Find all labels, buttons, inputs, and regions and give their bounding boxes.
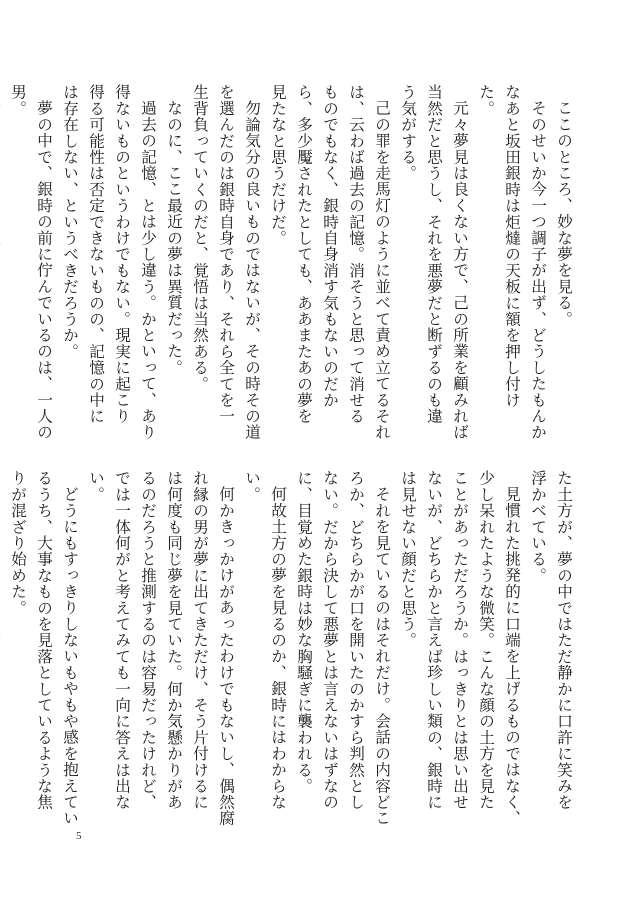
paragraph: 何かきっかけがあったわけでもないし、偶然腐れ縁の男が夢に出てきただけ、そう片付けるには何度も同じ夢を見ていた。何か気懸かりがあるのだろうと推測するのは容易だったけれど、では一体何がと考えてみても一向に答えは出ない。: [87, 470, 235, 826]
paragraph: 夢の中で、銀時の前に佇んでいるのは、一人の男。: [9, 84, 53, 440]
paragraph: なのに、ここ最近の夢は異質だった。: [165, 99, 183, 375]
paragraph: た土方が、夢の中ではただ静かに口許に笑みを浮かべている。: [529, 470, 573, 811]
lower-text-block: [9, 470, 577, 826]
paragraph: ここのところ、妙な夢を見る。: [555, 99, 573, 327]
upper-text-block: [9, 84, 577, 440]
paragraph: どうにもすっきりしないもやもや感を抱えているうち、大事なものを見落としているような焦りが混ざり始めた。: [9, 470, 79, 826]
page-number: 5: [76, 830, 82, 842]
paragraph: 己の罪を走馬灯のように並べて責め立てるそれは、云わば過去の記憶。消そうと思って消せるものでもなく、銀時自身消す気もないのだから、多少魘されたとしても、ああまたあの夢を見たなと思うだけだ。: [269, 84, 391, 440]
paragraph: 見慣れた挑発的に口端を上げるものではなく、少し呆れたような微笑。こんな顔の土方を見たことがあっただろうか。はっきりとは思い出せないが、どちらかと言えば珍しい類の、銀時には見せない顔だと思う。: [399, 470, 521, 826]
paragraph: [0, 84, 5, 440]
paragraph: そのせいか今一つ調子が出ず、どうしたもんかなあと坂田銀時は炬燵の天板に額を押し付けた。: [477, 84, 547, 440]
paragraph: 過去の記憶、とは少し違う。かといって、あり得ないものというわけでもない。現実に起こり得る可能性は否定できないものの、記憶の中には存在しない、というべきだろうか。: [61, 84, 157, 440]
paragraph: 勿論気分の良いものではないが、その時その道を選んだのは銀時自身であり、それら全てを一生背負っていくのだと、覚悟は当然ある。: [191, 84, 261, 440]
paragraph: [0, 470, 5, 826]
paragraph: 何故土方の夢を見るのか、銀時にはわからない。: [243, 470, 287, 810]
paragraph: それを見ているのはそれだけ。会話の内容どころか、どちらかが口を開いたのかすら判然としない。だから決して悪夢とは言えないはずなのに、目覚めた銀時は妙な胸騒ぎに襲われる。: [295, 470, 391, 826]
paragraph: 元々夢見は良くない方で、己の所業を顧みれば当然だと思うし、それを悪夢だと断ずるのも違う気がする。: [399, 84, 469, 440]
